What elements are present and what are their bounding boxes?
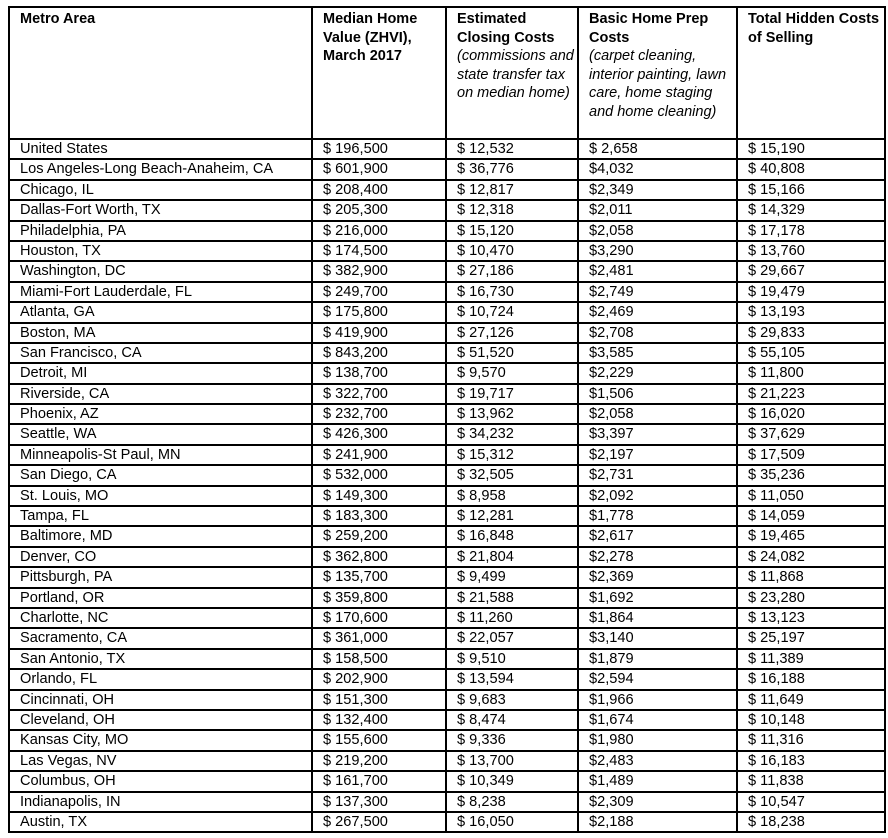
- header-home-prep-costs: [578, 7, 737, 139]
- cell-home-prep-costs: $1,692: [578, 588, 737, 608]
- cell-home-prep-costs: $2,594: [578, 669, 737, 689]
- cell-metro-area: Washington, DC: [9, 261, 312, 281]
- cell-median-home-value: $ 267,500: [312, 812, 446, 832]
- cell-home-prep-costs: $2,481: [578, 261, 737, 281]
- cell-median-home-value: $ 175,800: [312, 302, 446, 322]
- cell-metro-area: Indianapolis, IN: [9, 792, 312, 812]
- cell-closing-costs: $ 9,336: [446, 730, 578, 750]
- cell-total-hidden-costs: $ 21,223: [737, 384, 885, 404]
- cell-closing-costs: $ 21,588: [446, 588, 578, 608]
- cell-home-prep-costs: $2,349: [578, 180, 737, 200]
- cell-median-home-value: $ 149,300: [312, 486, 446, 506]
- cell-metro-area: Riverside, CA: [9, 384, 312, 404]
- cell-metro-area: Portland, OR: [9, 588, 312, 608]
- cell-home-prep-costs: $2,469: [578, 302, 737, 322]
- cell-closing-costs: $ 9,683: [446, 690, 578, 710]
- cell-total-hidden-costs: $ 18,238: [737, 812, 885, 832]
- header-row: [9, 7, 885, 139]
- cell-closing-costs: $ 27,126: [446, 323, 578, 343]
- cell-total-hidden-costs: $ 13,193: [737, 302, 885, 322]
- header-title: Median Home Value (ZHVI), March 2017: [323, 11, 418, 64]
- cell-closing-costs: $ 13,962: [446, 404, 578, 424]
- table-row: [9, 567, 885, 587]
- cell-total-hidden-costs: $ 11,800: [737, 363, 885, 383]
- table-row: [9, 241, 885, 261]
- header-median-home-value: [312, 7, 446, 139]
- cell-metro-area: San Diego, CA: [9, 465, 312, 485]
- cell-metro-area: Houston, TX: [9, 241, 312, 261]
- cell-total-hidden-costs: $ 11,050: [737, 486, 885, 506]
- cell-closing-costs: $ 12,532: [446, 139, 578, 159]
- cell-metro-area: Austin, TX: [9, 812, 312, 832]
- cell-total-hidden-costs: $ 40,808: [737, 159, 885, 179]
- cell-home-prep-costs: $2,092: [578, 486, 737, 506]
- cell-total-hidden-costs: $ 10,547: [737, 792, 885, 812]
- cell-metro-area: Cincinnati, OH: [9, 690, 312, 710]
- cell-metro-area: Chicago, IL: [9, 180, 312, 200]
- table-row: [9, 792, 885, 812]
- cell-closing-costs: $ 16,848: [446, 526, 578, 546]
- cell-total-hidden-costs: $ 35,236: [737, 465, 885, 485]
- cell-metro-area: Minneapolis-St Paul, MN: [9, 445, 312, 465]
- cell-median-home-value: $ 202,900: [312, 669, 446, 689]
- cell-home-prep-costs: $2,058: [578, 221, 737, 241]
- cell-closing-costs: $ 9,570: [446, 363, 578, 383]
- cell-metro-area: Denver, CO: [9, 547, 312, 567]
- cell-metro-area: Cleveland, OH: [9, 710, 312, 730]
- hidden-costs-table: [8, 6, 886, 833]
- header-metro-area: [9, 7, 312, 139]
- cell-median-home-value: $ 138,700: [312, 363, 446, 383]
- cell-metro-area: Pittsburgh, PA: [9, 567, 312, 587]
- cell-total-hidden-costs: $ 19,465: [737, 526, 885, 546]
- cell-home-prep-costs: $1,879: [578, 649, 737, 669]
- cell-total-hidden-costs: $ 23,280: [737, 588, 885, 608]
- cell-closing-costs: $ 10,470: [446, 241, 578, 261]
- cell-total-hidden-costs: $ 29,833: [737, 323, 885, 343]
- table-row: [9, 282, 885, 302]
- cell-metro-area: Boston, MA: [9, 323, 312, 343]
- cell-closing-costs: $ 34,232: [446, 424, 578, 444]
- cell-total-hidden-costs: $ 11,649: [737, 690, 885, 710]
- table-row: [9, 159, 885, 179]
- cell-home-prep-costs: $2,749: [578, 282, 737, 302]
- table-row: [9, 221, 885, 241]
- table-row: [9, 628, 885, 648]
- cell-closing-costs: $ 10,349: [446, 771, 578, 791]
- table-row: [9, 812, 885, 832]
- cell-metro-area: Orlando, FL: [9, 669, 312, 689]
- cell-total-hidden-costs: $ 16,183: [737, 751, 885, 771]
- cell-home-prep-costs: $3,290: [578, 241, 737, 261]
- cell-median-home-value: $ 151,300: [312, 690, 446, 710]
- header-total-hidden-costs: [737, 7, 885, 139]
- table-row: [9, 404, 885, 424]
- cell-total-hidden-costs: $ 17,509: [737, 445, 885, 465]
- cell-home-prep-costs: $1,864: [578, 608, 737, 628]
- cell-median-home-value: $ 241,900: [312, 445, 446, 465]
- cell-median-home-value: $ 155,600: [312, 730, 446, 750]
- cell-metro-area: Seattle, WA: [9, 424, 312, 444]
- table-row: [9, 261, 885, 281]
- cell-closing-costs: $ 11,260: [446, 608, 578, 628]
- table-header: [9, 7, 885, 139]
- cell-median-home-value: $ 359,800: [312, 588, 446, 608]
- cell-median-home-value: $ 232,700: [312, 404, 446, 424]
- cell-home-prep-costs: $1,506: [578, 384, 737, 404]
- cell-median-home-value: $ 219,200: [312, 751, 446, 771]
- cell-median-home-value: $ 196,500: [312, 139, 446, 159]
- table-row: [9, 751, 885, 771]
- table-row: [9, 302, 885, 322]
- cell-metro-area: Baltimore, MD: [9, 526, 312, 546]
- cell-median-home-value: $ 216,000: [312, 221, 446, 241]
- cell-closing-costs: $ 12,281: [446, 506, 578, 526]
- cell-total-hidden-costs: $ 10,148: [737, 710, 885, 730]
- cell-median-home-value: $ 532,000: [312, 465, 446, 485]
- cell-total-hidden-costs: $ 37,629: [737, 424, 885, 444]
- cell-total-hidden-costs: $ 55,105: [737, 343, 885, 363]
- cell-home-prep-costs: $1,674: [578, 710, 737, 730]
- cell-home-prep-costs: $2,229: [578, 363, 737, 383]
- cell-median-home-value: $ 135,700: [312, 567, 446, 587]
- cell-home-prep-costs: $ 2,658: [578, 139, 737, 159]
- table-row: [9, 608, 885, 628]
- table-row: [9, 506, 885, 526]
- cell-median-home-value: $ 170,600: [312, 608, 446, 628]
- cell-metro-area: Sacramento, CA: [9, 628, 312, 648]
- cell-metro-area: Detroit, MI: [9, 363, 312, 383]
- cell-total-hidden-costs: $ 13,123: [737, 608, 885, 628]
- cell-home-prep-costs: $2,483: [578, 751, 737, 771]
- table-row: [9, 669, 885, 689]
- cell-home-prep-costs: $2,369: [578, 567, 737, 587]
- cell-home-prep-costs: $2,309: [578, 792, 737, 812]
- cell-median-home-value: $ 183,300: [312, 506, 446, 526]
- cell-total-hidden-costs: $ 15,190: [737, 139, 885, 159]
- cell-median-home-value: $ 132,400: [312, 710, 446, 730]
- table-row: [9, 730, 885, 750]
- table-row: [9, 486, 885, 506]
- table-row: [9, 363, 885, 383]
- cell-metro-area: San Antonio, TX: [9, 649, 312, 669]
- cell-total-hidden-costs: $ 11,316: [737, 730, 885, 750]
- cell-total-hidden-costs: $ 11,838: [737, 771, 885, 791]
- cell-closing-costs: $ 12,318: [446, 200, 578, 220]
- cell-closing-costs: $ 21,804: [446, 547, 578, 567]
- table-row: [9, 384, 885, 404]
- cell-home-prep-costs: $1,966: [578, 690, 737, 710]
- cell-closing-costs: $ 36,776: [446, 159, 578, 179]
- cell-total-hidden-costs: $ 25,197: [737, 628, 885, 648]
- header-subtitle: (commissions and state transfer tax on median home): [457, 48, 574, 101]
- cell-home-prep-costs: $2,708: [578, 323, 737, 343]
- cell-closing-costs: $ 13,594: [446, 669, 578, 689]
- cell-metro-area: United States: [9, 139, 312, 159]
- cell-total-hidden-costs: $ 16,188: [737, 669, 885, 689]
- cell-home-prep-costs: $3,397: [578, 424, 737, 444]
- table-row: [9, 343, 885, 363]
- cell-median-home-value: $ 158,500: [312, 649, 446, 669]
- cell-metro-area: Kansas City, MO: [9, 730, 312, 750]
- cell-median-home-value: $ 382,900: [312, 261, 446, 281]
- table-row: [9, 465, 885, 485]
- cell-home-prep-costs: $3,585: [578, 343, 737, 363]
- table-row: [9, 526, 885, 546]
- cell-closing-costs: $ 16,730: [446, 282, 578, 302]
- cell-closing-costs: $ 12,817: [446, 180, 578, 200]
- cell-metro-area: Las Vegas, NV: [9, 751, 312, 771]
- cell-total-hidden-costs: $ 17,178: [737, 221, 885, 241]
- table-row: [9, 771, 885, 791]
- cell-home-prep-costs: $1,489: [578, 771, 737, 791]
- cell-closing-costs: $ 22,057: [446, 628, 578, 648]
- cell-median-home-value: $ 205,300: [312, 200, 446, 220]
- table-body: [9, 139, 885, 832]
- cell-closing-costs: $ 9,499: [446, 567, 578, 587]
- table-row: [9, 200, 885, 220]
- cell-home-prep-costs: $2,278: [578, 547, 737, 567]
- cell-median-home-value: $ 161,700: [312, 771, 446, 791]
- cell-median-home-value: $ 174,500: [312, 241, 446, 261]
- cell-total-hidden-costs: $ 14,059: [737, 506, 885, 526]
- cell-median-home-value: $ 249,700: [312, 282, 446, 302]
- cell-closing-costs: $ 8,474: [446, 710, 578, 730]
- header-title: Metro Area: [20, 11, 96, 27]
- cell-home-prep-costs: $2,011: [578, 200, 737, 220]
- table-row: [9, 445, 885, 465]
- cell-median-home-value: $ 137,300: [312, 792, 446, 812]
- cell-median-home-value: $ 362,800: [312, 547, 446, 567]
- cell-metro-area: Philadelphia, PA: [9, 221, 312, 241]
- cell-median-home-value: $ 322,700: [312, 384, 446, 404]
- cell-home-prep-costs: $1,980: [578, 730, 737, 750]
- cell-metro-area: St. Louis, MO: [9, 486, 312, 506]
- header-subtitle: (carpet cleaning, interior painting, lawn care, home staging and home cleaning): [589, 48, 727, 120]
- header-closing-costs: [446, 7, 578, 139]
- table-row: [9, 649, 885, 669]
- cell-median-home-value: $ 426,300: [312, 424, 446, 444]
- header-title: Estimated Closing Costs: [457, 11, 555, 46]
- cell-closing-costs: $ 13,700: [446, 751, 578, 771]
- cell-metro-area: San Francisco, CA: [9, 343, 312, 363]
- cell-median-home-value: $ 601,900: [312, 159, 446, 179]
- header-title: Basic Home Prep Costs: [589, 11, 709, 46]
- cell-total-hidden-costs: $ 15,166: [737, 180, 885, 200]
- cell-closing-costs: $ 27,186: [446, 261, 578, 281]
- table-row: [9, 547, 885, 567]
- cell-home-prep-costs: $2,617: [578, 526, 737, 546]
- table-row: [9, 424, 885, 444]
- cell-closing-costs: $ 32,505: [446, 465, 578, 485]
- cell-home-prep-costs: $3,140: [578, 628, 737, 648]
- cell-closing-costs: $ 10,724: [446, 302, 578, 322]
- cell-closing-costs: $ 8,238: [446, 792, 578, 812]
- cell-metro-area: Los Angeles-Long Beach-Anaheim, CA: [9, 159, 312, 179]
- cell-closing-costs: $ 16,050: [446, 812, 578, 832]
- cell-metro-area: Atlanta, GA: [9, 302, 312, 322]
- cell-closing-costs: $ 51,520: [446, 343, 578, 363]
- cell-total-hidden-costs: $ 24,082: [737, 547, 885, 567]
- cell-closing-costs: $ 9,510: [446, 649, 578, 669]
- cell-home-prep-costs: $4,032: [578, 159, 737, 179]
- cell-home-prep-costs: $1,778: [578, 506, 737, 526]
- table-row: [9, 710, 885, 730]
- cell-closing-costs: $ 15,312: [446, 445, 578, 465]
- cell-closing-costs: $ 19,717: [446, 384, 578, 404]
- table-row: [9, 588, 885, 608]
- header-title: Total Hidden Costs of Selling: [748, 11, 880, 46]
- cell-metro-area: Miami-Fort Lauderdale, FL: [9, 282, 312, 302]
- cell-home-prep-costs: $2,188: [578, 812, 737, 832]
- cell-closing-costs: $ 15,120: [446, 221, 578, 241]
- cell-metro-area: Columbus, OH: [9, 771, 312, 791]
- cell-metro-area: Tampa, FL: [9, 506, 312, 526]
- cell-metro-area: Phoenix, AZ: [9, 404, 312, 424]
- cell-total-hidden-costs: $ 14,329: [737, 200, 885, 220]
- cell-median-home-value: $ 259,200: [312, 526, 446, 546]
- cell-median-home-value: $ 361,000: [312, 628, 446, 648]
- cell-median-home-value: $ 419,900: [312, 323, 446, 343]
- cell-total-hidden-costs: $ 11,868: [737, 567, 885, 587]
- cell-median-home-value: $ 208,400: [312, 180, 446, 200]
- cell-metro-area: Charlotte, NC: [9, 608, 312, 628]
- table-row: [9, 690, 885, 710]
- cell-home-prep-costs: $2,731: [578, 465, 737, 485]
- cell-median-home-value: $ 843,200: [312, 343, 446, 363]
- cell-home-prep-costs: $2,197: [578, 445, 737, 465]
- cell-closing-costs: $ 8,958: [446, 486, 578, 506]
- cell-metro-area: Dallas-Fort Worth, TX: [9, 200, 312, 220]
- table-row: [9, 139, 885, 159]
- cell-total-hidden-costs: $ 11,389: [737, 649, 885, 669]
- cell-total-hidden-costs: $ 19,479: [737, 282, 885, 302]
- table-row: [9, 323, 885, 343]
- table-row: [9, 180, 885, 200]
- cell-total-hidden-costs: $ 29,667: [737, 261, 885, 281]
- cell-home-prep-costs: $2,058: [578, 404, 737, 424]
- cell-total-hidden-costs: $ 16,020: [737, 404, 885, 424]
- cell-total-hidden-costs: $ 13,760: [737, 241, 885, 261]
